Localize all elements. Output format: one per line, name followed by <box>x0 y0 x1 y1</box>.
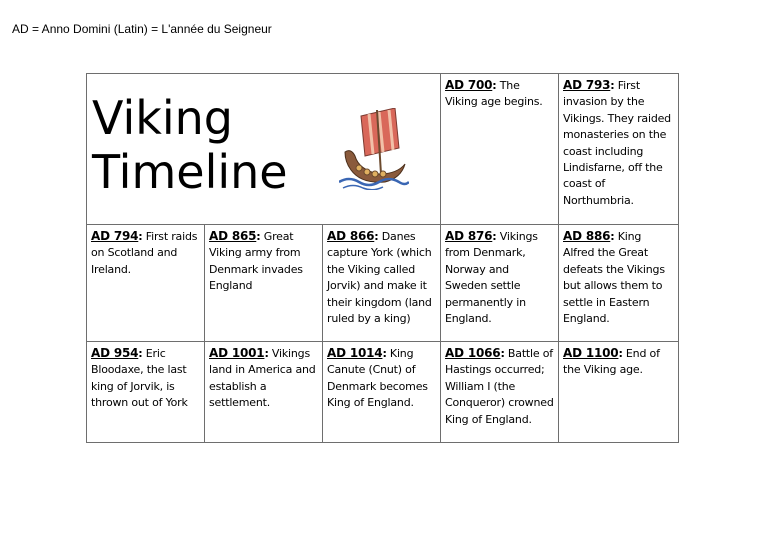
event-year: AD 954 <box>91 346 139 360</box>
event-ad866: AD 866: Danes capture York (which the Viking called Jorvik) and make it their kingdom (land ruled by a king) <box>323 225 441 342</box>
event-ad1066: AD 1066: Battle of Hastings occurred; William I (the Conqueror) crowned King of England. <box>441 342 559 443</box>
viking-ship-icon <box>339 108 409 190</box>
event-ad794: AD 794: First raids on Scotland and Ireland. <box>87 225 205 342</box>
abbreviation-note: AD = Anno Domini (Latin) = L'année du Seigneur <box>12 22 272 36</box>
event-text: Vikings from Denmark, Norway and Sweden settle permanently in England. <box>445 230 538 326</box>
event-year: AD 1014 <box>327 346 383 360</box>
event-text: First invasion by the Vikings. They raided monasteries on the coast including Lindisfarne, off the coast of Northumbria. <box>563 79 671 207</box>
event-year: AD 700 <box>445 78 493 92</box>
event-year: AD 793 <box>563 78 611 92</box>
event-text: End of the Viking age. <box>563 347 660 377</box>
event-year: AD 886 <box>563 229 611 243</box>
event-text: Eric Bloodaxe, the last king of Jorvik, is thrown out of York <box>91 347 188 410</box>
event-ad1100: AD 1100: End of the Viking age. <box>559 342 679 443</box>
event-year: AD 865 <box>209 229 257 243</box>
event-ad886: AD 886: King Alfred the Great defeats the Vikings but allows them to settle in Eastern England. <box>559 225 679 342</box>
event-year: AD 866 <box>327 229 375 243</box>
event-ad876: AD 876: Vikings from Denmark, Norway and Sweden settle permanently in England. <box>441 225 559 342</box>
event-ad1001: AD 1001: Vikings land in America and establish a settlement. <box>205 342 323 443</box>
event-ad954: AD 954: Eric Bloodaxe, the last king of Jorvik, is thrown out of York <box>87 342 205 443</box>
title-line-1: Viking <box>92 91 234 145</box>
event-year: AD 1100 <box>563 346 619 360</box>
title-cell <box>87 74 441 225</box>
event-text: King Alfred the Great defeats the Vikings but allows them to settle in Eastern England. <box>563 230 665 326</box>
event-text: Vikings land in America and establish a settlement. <box>209 347 316 410</box>
event-text: King Canute (Cnut) of Denmark becomes King of England. <box>327 347 428 410</box>
event-ad865: AD 865: Great Viking army from Denmark invades England <box>205 225 323 342</box>
event-year: AD 794 <box>91 229 139 243</box>
event-ad1014: AD 1014: King Canute (Cnut) of Denmark becomes King of England. <box>323 342 441 443</box>
title-line-2: Timeline <box>92 145 288 199</box>
event-text: Battle of Hastings occurred; William I (the Conqueror) crowned King of England. <box>445 347 554 426</box>
event-text: Danes capture York (which the Viking called Jorvik) and make it their kingdom (land ruled by a king) <box>327 230 432 326</box>
timeline-row-2 <box>87 225 679 342</box>
event-year: AD 1066 <box>445 346 501 360</box>
viking-timeline-table <box>86 73 679 443</box>
event-text: The Viking age begins. <box>445 79 543 109</box>
timeline-row-3 <box>87 342 679 443</box>
timeline-row-1 <box>87 74 679 225</box>
event-text: Great Viking army from Denmark invades England <box>209 230 303 293</box>
event-text: First raids on Scotland and Ireland. <box>91 230 198 276</box>
event-year: AD 876 <box>445 229 493 243</box>
event-year: AD 1001 <box>209 346 265 360</box>
event-ad793: AD 793: First invasion by the Vikings. They raided monasteries on the coast including Lindisfarne, off the coast of Northumbria. <box>559 74 679 225</box>
event-ad700: AD 700: The Viking age begins. <box>441 74 559 225</box>
